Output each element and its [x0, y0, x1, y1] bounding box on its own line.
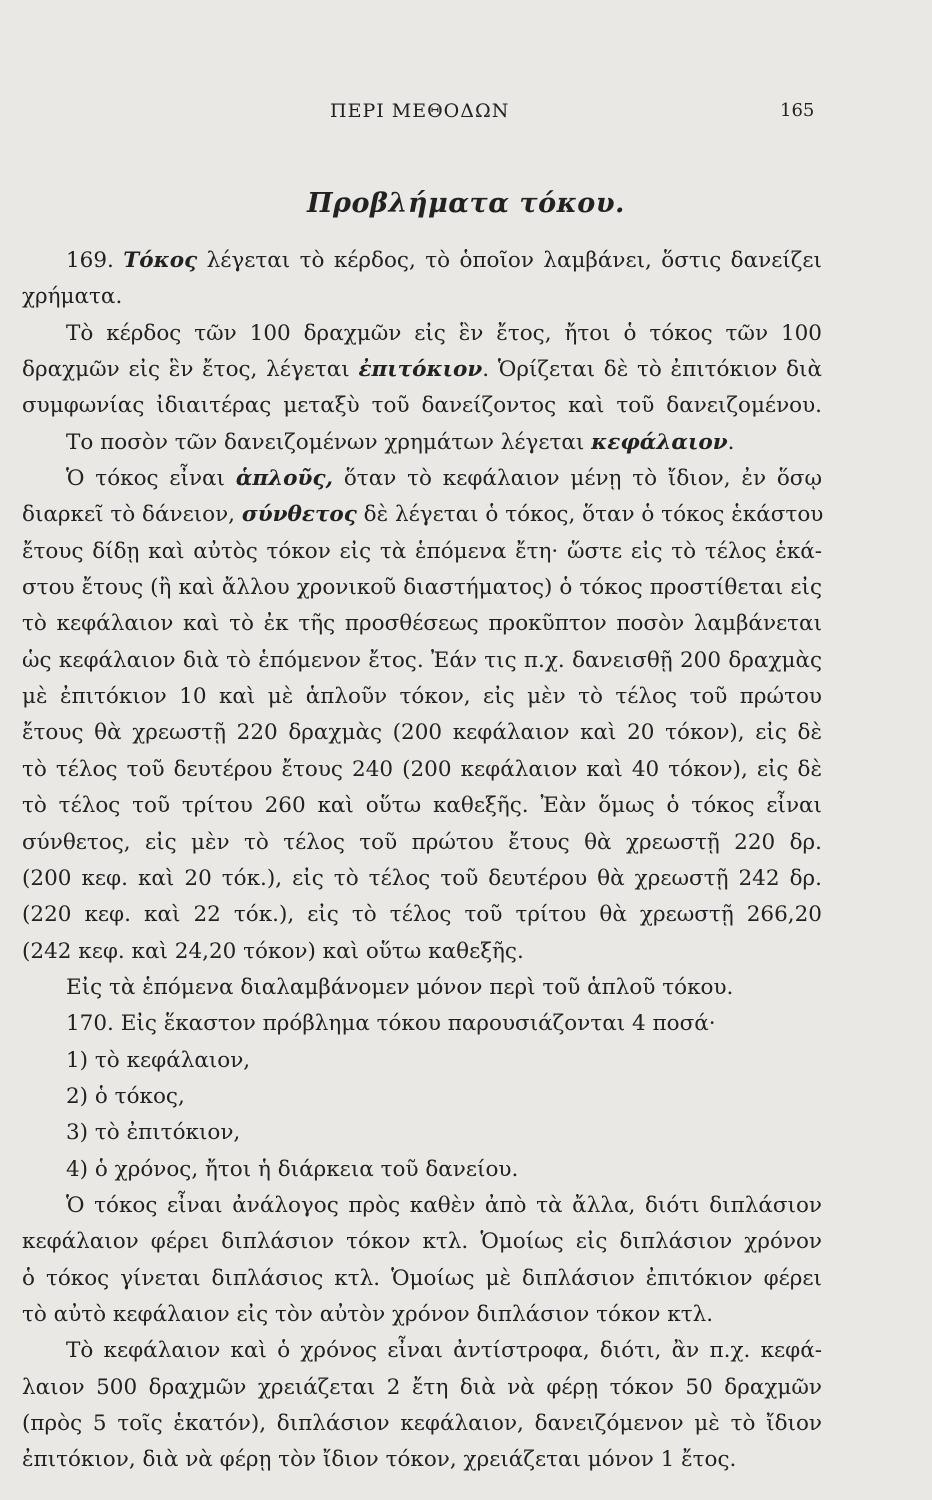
- text-run: Ὁ τόκος εἶναι ἀνάλογος πρὸς καθὲν ἀπὸ τὰ ἄλλα, διότι διπλάσιον: [66, 1192, 822, 1218]
- text-run: (242 κεφ. καὶ 24,20 τόκον) καὶ οὕτω καθεξῆς.: [22, 938, 524, 964]
- text-run: 169.: [66, 248, 124, 273]
- text-run: χρήματα.: [22, 284, 123, 310]
- text-line: [22, 1079, 822, 1115]
- text-line: [22, 461, 822, 497]
- text-run: συμφωνίας ἰδιαιτέρας μεταξὺ τοῦ δανείζοντος καὶ τοῦ δανειζομένου.: [22, 393, 822, 419]
- section-title: Προβλήματα τόκου.: [307, 188, 625, 219]
- page-number: 165: [780, 100, 815, 121]
- text-run: ὡς κεφάλαιον διὰ τὸ ἑπόμενον ἔτος. Ἐάν τις π.χ. δανεισθῇ 200 δραχμὰς: [22, 647, 822, 673]
- text-line: [22, 934, 822, 970]
- text-line: [22, 715, 822, 751]
- text-run: 170. Εἰς ἕκαστον πρόβλημα τόκου παρουσιάζονται 4 ποσά·: [66, 1011, 716, 1037]
- text-run: σύνθετος, εἰς μὲν τὸ τέλος τοῦ πρώτου ἔτους θὰ χρεωστῇ 220 δρ.: [22, 829, 822, 855]
- text-run: 3) τὸ ἐπιτόκιον,: [66, 1120, 241, 1146]
- text-run: δραχμῶν εἰς ἓν ἔτος, λέγεται: [22, 357, 359, 383]
- text-run: τὸ κεφάλαιον καὶ τὸ ἐκ τῆς προσθέσεως προκῦπτον ποσὸν λαμβάνεται: [22, 611, 822, 637]
- text-line: [22, 534, 822, 570]
- text-line: [22, 825, 822, 861]
- text-run: διαρκεῖ τὸ δάνειον,: [22, 502, 242, 528]
- text-line: [22, 1152, 822, 1188]
- keyword-term: σύνθετος: [241, 502, 357, 528]
- text-run: Εἰς τὰ ἑπόμενα διαλαμβάνομεν μόνον περὶ τοῦ ἁπλοῦ τόκου.: [66, 974, 734, 1000]
- text-run: λαιον 500 δραχμῶν χρειάζεται 2 ἔτη διὰ νὰ φέρῃ τόκον 50 δραχμῶν: [22, 1374, 822, 1400]
- text-run: τὸ αὐτὸ κεφάλαιον εἰς τὸν αὐτὸν χρόνον διπλάσιον τόκον κτλ.: [22, 1301, 714, 1327]
- text-line: [22, 388, 822, 424]
- text-run: Τὸ κέρδος τῶν 100 δραχμῶν εἰς ἓν ἔτος, ἤτοι ὁ τόκος τῶν 100: [66, 320, 822, 346]
- text-run: τὸ τέλος τοῦ δευτέρου ἔτους 240 (200 κεφάλαιον καὶ 40 τόκον), εἰς δὲ: [22, 756, 822, 782]
- text-line: [22, 243, 822, 279]
- text-line: [22, 1006, 822, 1042]
- text-line: [22, 1297, 822, 1333]
- text-run: Το ποσὸν τῶν δανειζομένων χρημάτων λέγεται: [66, 429, 592, 455]
- text-line: [22, 1406, 822, 1442]
- body-text: [22, 243, 822, 1479]
- text-line: [22, 497, 822, 533]
- running-title: ΠΕΡΙ ΜΕΘΟΔΩΝ: [330, 100, 510, 122]
- text-run: 2) ὁ τόκος,: [66, 1083, 185, 1109]
- text-line: [22, 1115, 822, 1151]
- keyword-term: ἐπιτόκιον: [358, 357, 483, 383]
- text-line: [22, 1442, 822, 1478]
- text-line: [22, 897, 822, 933]
- text-line: [22, 1188, 822, 1224]
- text-line: [22, 1224, 822, 1260]
- keyword-term: ἁπλοῦς,: [235, 466, 334, 492]
- text-line: [22, 679, 822, 715]
- text-run: 1) τὸ κεφάλαιον,: [66, 1047, 251, 1073]
- text-run: ἔτους θὰ χρεωστῇ 220 δραχμὰς (200 κεφάλαιον καὶ 20 τόκον), εἰς δὲ: [22, 720, 822, 746]
- text-run: (πρὸς 5 τοῖς ἑκατόν), διπλάσιον κεφάλαιον, δανειζόμενον μὲ τὸ ἴδιον: [22, 1411, 822, 1436]
- text-run: τὸ τέλος τοῦ τρίτου 260 καὶ οὕτω καθεξῆς. Ἐὰν ὅμως ὁ τόκος εἶναι: [22, 793, 822, 819]
- text-line: [22, 752, 822, 788]
- text-line: [22, 1261, 822, 1297]
- text-run: μὲ ἐπιτόκιον 10 καὶ μὲ ἁπλοῦν τόκον, εἰς μὲν τὸ τέλος τοῦ πρώτου: [22, 684, 822, 710]
- text-run: (200 κεφ. καὶ 20 τόκ.), εἰς τὸ τέλος τοῦ δευτέρου θὰ χρεωστῇ 242 δρ.: [22, 865, 822, 891]
- text-run: κεφάλαιον φέρει διπλάσιον τόκον κτλ. Ὁμοίως εἰς διπλάσιον χρόνον: [22, 1229, 822, 1255]
- text-line: [22, 1370, 822, 1406]
- text-run: ὅταν τὸ κεφάλαιον μένῃ τὸ ἴδιον, ἐν ὅσῳ: [333, 466, 822, 492]
- text-line: [22, 606, 822, 642]
- running-header: [0, 100, 932, 140]
- text-run: Τὸ κεφάλαιον καὶ ὁ χρόνος εἶναι ἀντίστροφα, διότι, ἂν π.χ. κεφά-: [66, 1338, 822, 1364]
- text-run: 4) ὁ χρόνος, ἤτοι ἡ διάρκεια τοῦ δανείου.: [66, 1156, 519, 1182]
- text-line: [22, 1333, 822, 1369]
- text-run: ἔτους δίδῃ καὶ αὐτὸς τόκον εἰς τὰ ἑπόμενα ἔτη· ὥστε εἰς τὸ τέλος ἑκά-: [22, 538, 822, 564]
- text-run: λέγεται τὸ κέρδος, τὸ ὁποῖον λαμβάνει, ὅστις δανείζει: [197, 248, 822, 273]
- text-line: [22, 643, 822, 679]
- text-run: στου ἔτους (ἢ καὶ ἄλλου χρονικοῦ διαστήματος) ὁ τόκος προστίθεται εἰς: [22, 575, 822, 601]
- text-line: [22, 316, 822, 352]
- text-line: [22, 861, 822, 897]
- text-line: [22, 970, 822, 1006]
- text-run: ὁ τόκος γίνεται διπλάσιος κτλ. Ὁμοίως μὲ διπλάσιον ἐπιτόκιον φέρει: [22, 1265, 822, 1291]
- text-line: [22, 425, 822, 461]
- text-run: .: [727, 429, 735, 455]
- text-run: ἐπιτόκιον, διὰ νὰ φέρῃ τὸν ἴδιον τόκον, χρειάζεται μόνον 1 ἔτος.: [22, 1447, 737, 1473]
- keyword-term: κεφάλαιον: [591, 429, 728, 455]
- text-line: [22, 1043, 822, 1079]
- keyword-term: Τόκος: [123, 248, 198, 273]
- text-line: [22, 788, 822, 824]
- text-line: [22, 279, 822, 315]
- text-line: [22, 352, 822, 388]
- text-run: Ὁ τόκος εἶναι: [66, 466, 236, 492]
- text-run: (220 κεφ. καὶ 22 τόκ.), εἰς τὸ τέλος τοῦ τρίτου θὰ χρεωστῇ 266,20: [22, 902, 822, 928]
- text-run: . Ὁρίζεται δὲ τὸ ἐπιτόκιον διὰ: [482, 357, 822, 383]
- text-run: δὲ λέγεται ὁ τόκος, ὅταν ὁ τόκος ἑκάστου: [356, 502, 824, 528]
- text-line: [22, 570, 822, 606]
